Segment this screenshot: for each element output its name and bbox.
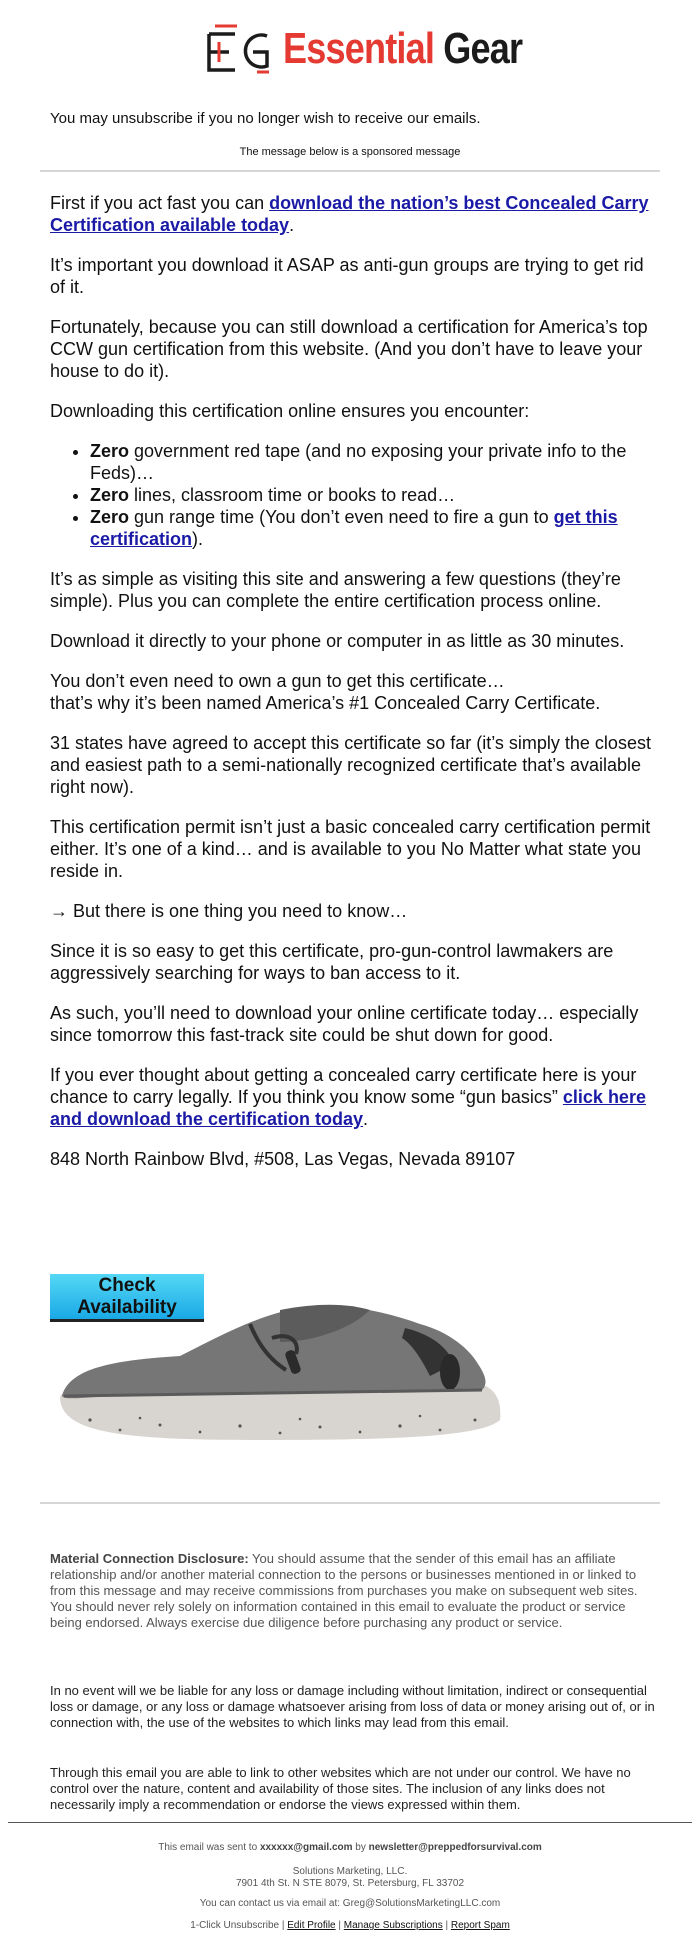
bullet-bold: Zero xyxy=(90,485,130,505)
brand-logo[interactable] xyxy=(205,22,575,76)
paragraph xyxy=(50,192,660,236)
paragraph: → But there is one thing you need to know… xyxy=(50,901,408,921)
paragraph: This certification permit isn’t just a basic concealed carry certification permit either. It’s one of a kind… and is available to you No Matter what state you reside in. xyxy=(50,817,651,881)
download-certification-today-link[interactable]: click here and download the certification today xyxy=(50,1087,646,1129)
paragraph: Downloading this certification online ensures you encounter: xyxy=(50,401,530,421)
edit-profile-link[interactable]: Edit Profile xyxy=(287,1920,336,1931)
material-connection-disclosure xyxy=(50,1551,660,1631)
disclosure-text: You should assume that the sender of this email has an affiliate relationship and/or another material connection to the persons or businesses mentioned in or linked to from this message and may receive commissions from purchases you make on subsequent web sites. You should never rely solely on information contained in this email to evaluate the product or service being endorsed. Always exercise due diligence before purchasing any product or service. xyxy=(50,1551,638,1630)
get-certification-link[interactable]: get this certification xyxy=(90,507,618,549)
divider xyxy=(40,170,660,172)
paragraph: 31 states have agreed to accept this certificate so far (it’s simply the closest and easiest path to a semi-nationally recognized certificate that’s available right now). xyxy=(50,733,651,797)
recipient-email: xxxxxx@gmail.com xyxy=(259,1842,353,1853)
p13-end: . xyxy=(363,1109,369,1129)
product-ad[interactable] xyxy=(50,1274,502,1444)
brand-name xyxy=(283,25,522,73)
disclosure-label: Material Connection Disclosure: xyxy=(50,1551,249,1566)
bullet-bold: Zero xyxy=(90,441,130,461)
manage-subscriptions-link[interactable]: Manage Subscriptions xyxy=(343,1920,443,1931)
p7-line-1: You don’t even need to own a gun to get this certificate… xyxy=(50,671,505,691)
eg-monogram-icon xyxy=(205,22,271,76)
bullet-end: ). xyxy=(192,529,204,549)
footer-company: Solutions Marketing, LLC. xyxy=(292,1866,408,1877)
unsubscribe-notice: You may unsubscribe if you no longer wish to receive our emails. xyxy=(50,110,481,127)
separator: | xyxy=(335,1920,344,1931)
report-spam-link[interactable]: Report Spam xyxy=(450,1920,510,1931)
brand-name-red: Essential xyxy=(283,24,435,73)
separator: | xyxy=(279,1920,288,1931)
sent-by-label: by xyxy=(352,1842,369,1853)
p13-text: If you ever thought about getting a concealed carry certificate here is your chance to carry legally. If you think you know some “gun basics” xyxy=(50,1065,637,1107)
paragraph: It’s as simple as visiting this site and answering a few questions (they’re simple). Plus you can complete the entire certification process online. xyxy=(50,569,621,611)
external-links-notice: Through this email you are able to link to other websites which are not under our control. We have no control over the nature, content and availability of those sites. The inclusion of any links does not necessarily imply a recommendation or endorse the views expressed within them. xyxy=(50,1765,631,1812)
brand-name-dark: Gear xyxy=(443,24,523,73)
separator: | xyxy=(442,1920,451,1931)
footer-links xyxy=(0,1920,700,1931)
mailing-address: 848 North Rainbow Blvd, #508, Las Vegas, Nevada 89107 xyxy=(50,1149,516,1169)
paragraph: Fortunately, because you can still download a certification for America’s top CCW gun certification from this website. (And you don’t have to leave your house to do it). xyxy=(50,317,648,381)
footer-divider xyxy=(8,1822,692,1823)
footer-contact: You can contact us via email at: Greg@SolutionsMarketingLLC.com xyxy=(199,1898,501,1909)
paragraph xyxy=(50,670,660,714)
footer-sent-to xyxy=(0,1842,700,1853)
download-certification-link[interactable]: download the nation’s best Concealed Carry Certification available today xyxy=(50,193,649,235)
p7-line-2: that’s why it’s been named America’s #1 Concealed Carry Certificate. xyxy=(50,693,601,713)
message-body xyxy=(50,192,660,1188)
p1-text: First if you act fast you can xyxy=(50,193,270,213)
one-click-unsubscribe[interactable]: 1-Click Unsubscribe xyxy=(190,1920,280,1931)
bullet-bold: Zero xyxy=(90,507,130,527)
liability-notice: In no event will we be liable for any loss or damage including without limitation, indirect or consequential loss or damage, or any loss or damage whatsoever arising from loss of data or money arising out of, or in connection with, the use of the websites to which links may lead from this email. xyxy=(50,1683,655,1730)
paragraph: Download it directly to your phone or computer in as little as 30 minutes. xyxy=(50,631,625,651)
paragraph xyxy=(50,1064,660,1130)
paragraph: Since it is so easy to get this certificate, pro-gun-control lawmakers are aggressively searching for ways to ban access to it. xyxy=(50,941,614,983)
list-item xyxy=(90,484,660,506)
paragraph: It’s important you download it ASAP as anti-gun groups are trying to get rid of it. xyxy=(50,255,644,297)
sent-to-label: This email was sent to xyxy=(158,1842,260,1853)
divider xyxy=(40,1502,660,1504)
bullet-text: lines, classroom time or books to read… xyxy=(129,485,456,505)
sender-email: newsletter@preppedforsurvival.com xyxy=(368,1842,542,1853)
p1-end: . xyxy=(289,215,295,235)
list-item xyxy=(90,506,660,550)
bullet-text: government red tape (and no exposing your private info to the Feds)… xyxy=(90,441,627,483)
header xyxy=(0,18,700,78)
sponsored-notice: The message below is a sponsored message xyxy=(239,146,461,158)
bullet-text: gun range time (You don’t even need to fire a gun to xyxy=(129,507,554,527)
footer-street: 7901 4th St. N STE 8079, St. Petersburg, FL 33702 xyxy=(235,1878,465,1889)
benefits-list xyxy=(50,440,660,550)
list-item xyxy=(90,440,660,484)
check-availability-button[interactable]: Check Availability xyxy=(50,1274,204,1322)
paragraph: As such, you’ll need to download your online certificate today… especially since tomorrow this fast-track site could be shut down for good. xyxy=(50,1003,639,1045)
